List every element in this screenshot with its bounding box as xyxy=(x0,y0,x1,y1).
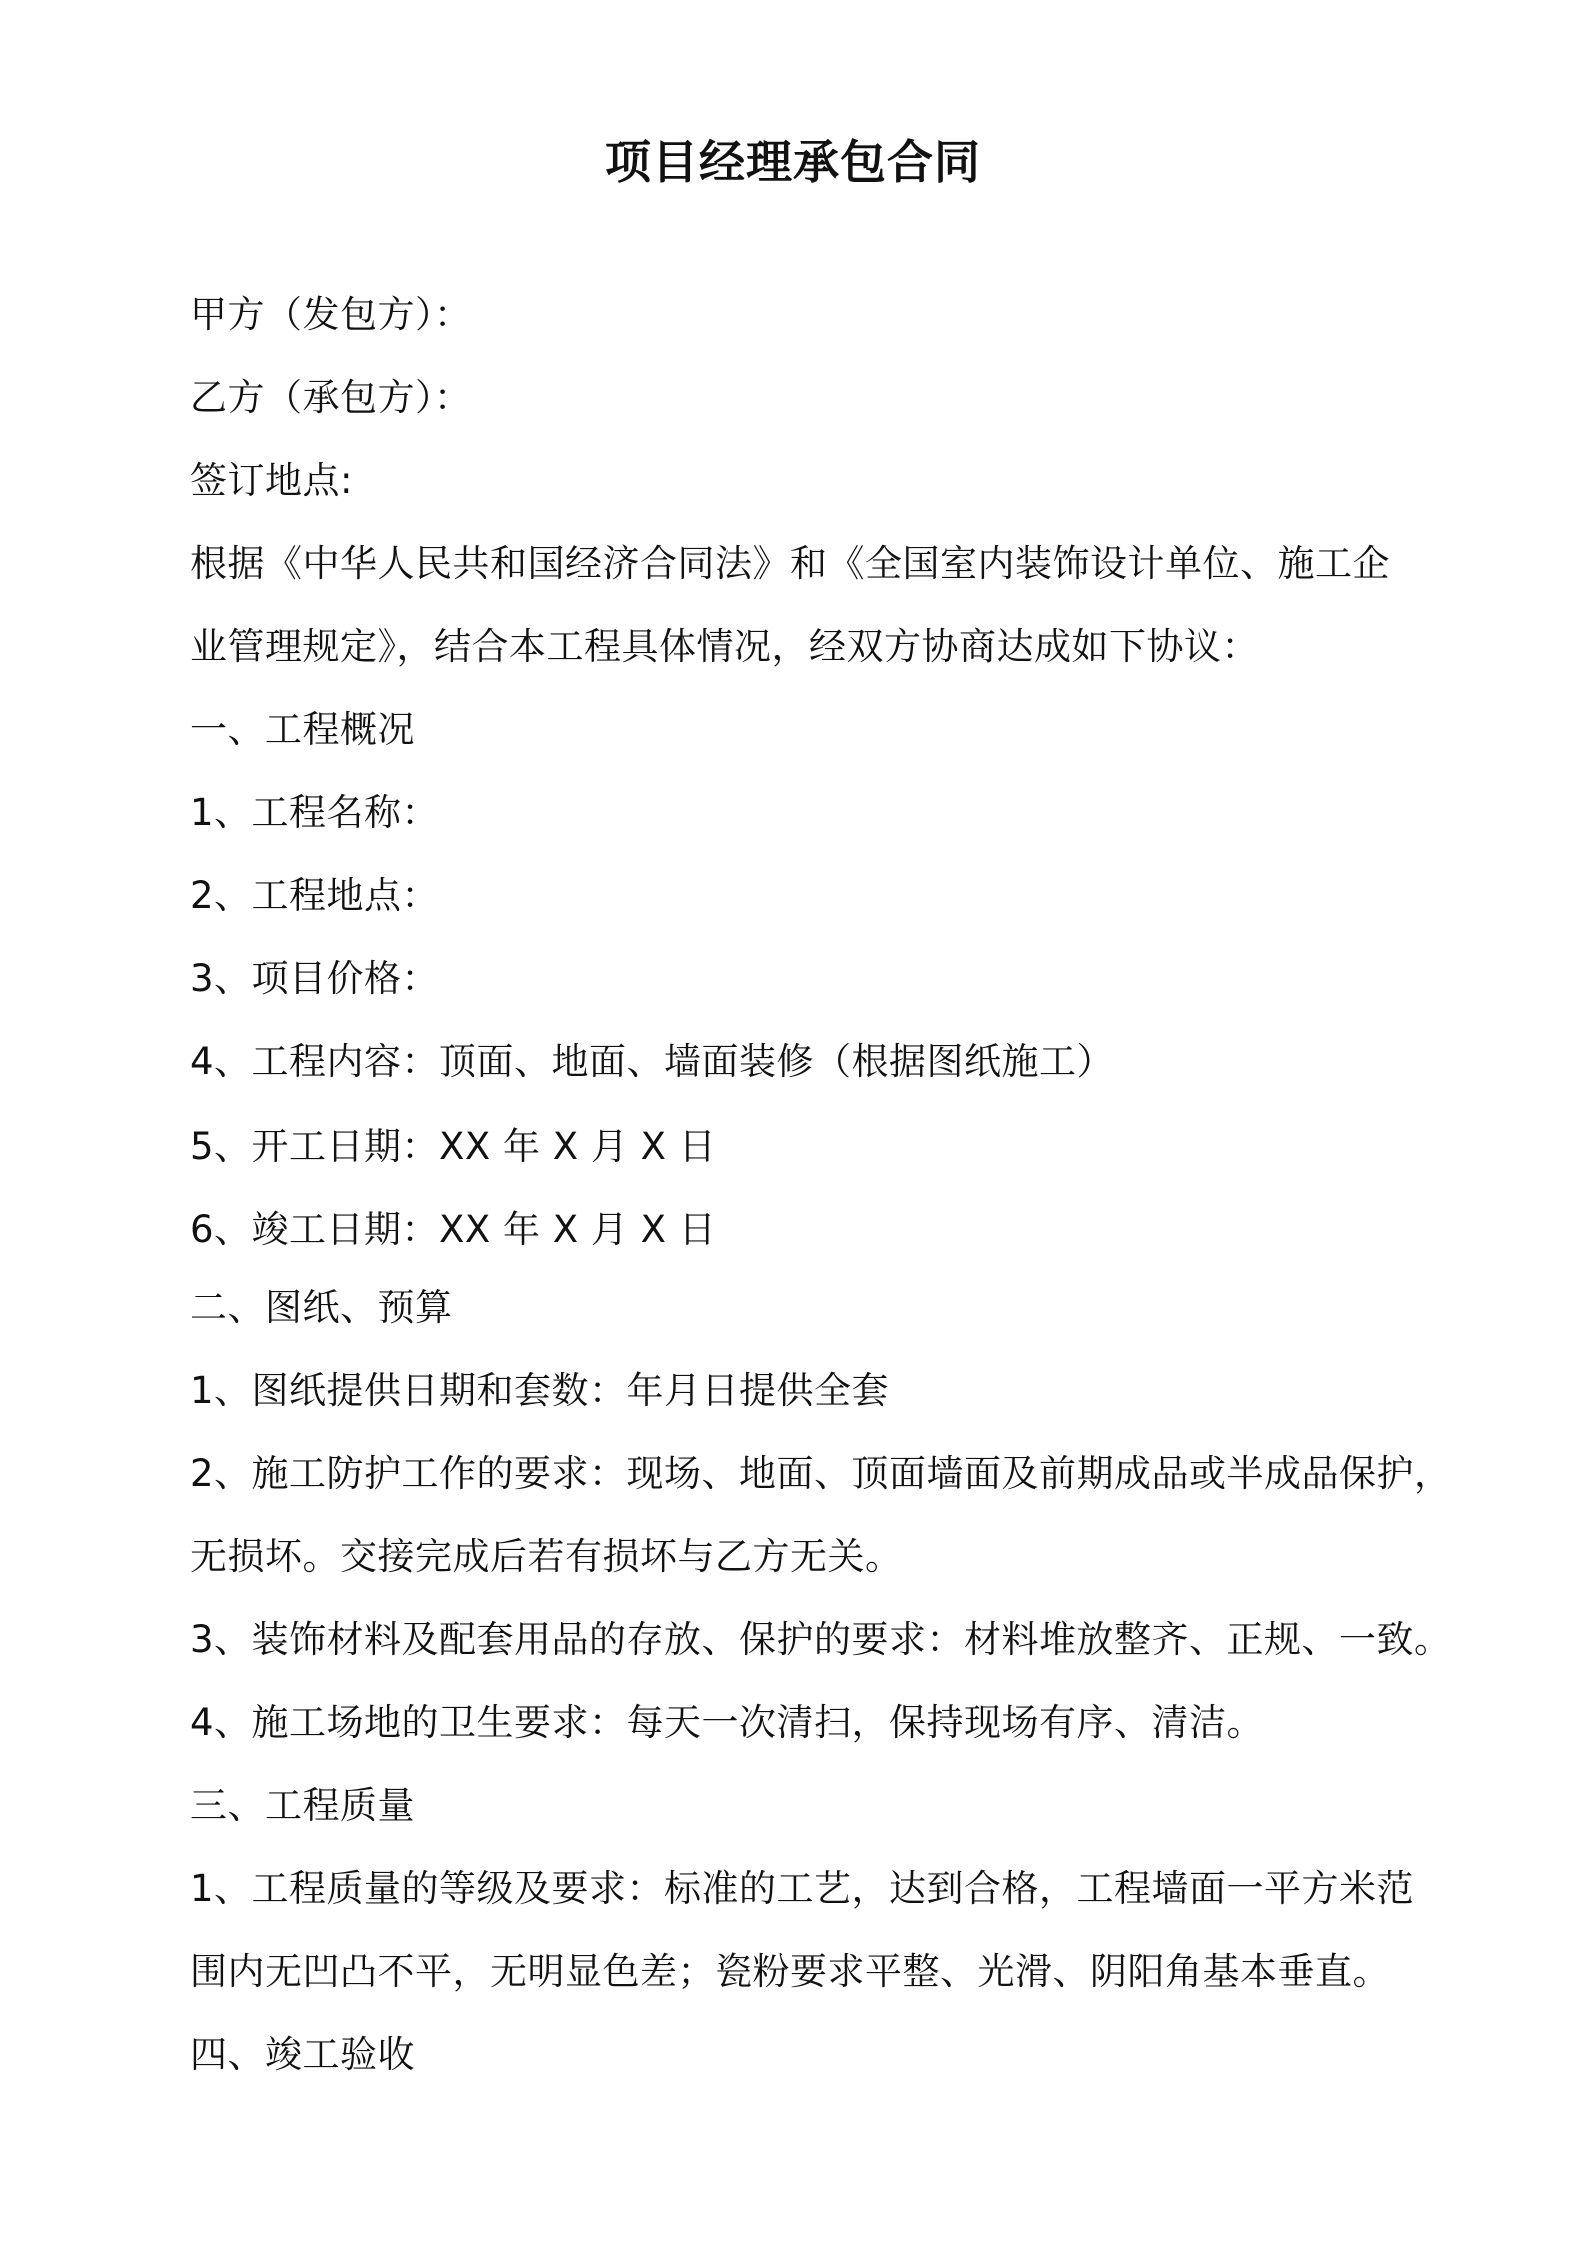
section-heading-acceptance: 四、竣工验收 xyxy=(190,2033,415,2076)
party-a-line: 甲方（发包方）： xyxy=(190,293,472,336)
party-b-line: 乙方（承包方）： xyxy=(190,376,472,419)
section-heading-overview: 一、工程概况 xyxy=(190,708,415,751)
clause-materials-storage: 3、装饰材料及配套用品的存放、保护的要求：材料堆放整齐、正规、一致。 xyxy=(190,1618,1452,1661)
preamble-line-2: 业管理规定》，结合本工程具体情况，经双方协商达成如下协议： xyxy=(190,625,1259,668)
clause-drawings-date: 1、图纸提供日期和套数：年月日提供全套 xyxy=(190,1369,890,1412)
clause-start-date: 5、开工日期：XX 年 X 月 X 日 xyxy=(190,1125,717,1168)
preamble-line-1: 根据《中华人民共和国经济合同法》和《全国室内装饰设计单位、施工企 xyxy=(190,542,1390,585)
clause-protection-line-1: 2、施工防护工作的要求：现场、地面、顶面墙面及前期成品或半成品保护， xyxy=(190,1452,1452,1495)
section-heading-drawings: 二、图纸、预算 xyxy=(190,1286,453,1329)
document-title: 项目经理承包合同 xyxy=(605,135,981,189)
signing-place-line: 签订地点: xyxy=(190,459,353,502)
clause-project-location: 2、工程地点： xyxy=(190,874,440,917)
clause-protection-line-2: 无损坏。交接完成后若有损坏与乙方无关。 xyxy=(190,1535,903,1578)
clause-quality-line-1: 1、工程质量的等级及要求：标准的工艺，达到合格，工程墙面一平方米范 xyxy=(190,1867,1415,1910)
clause-quality-line-2: 围内无凹凸不平，无明显色差；瓷粉要求平整、光滑、阴阳角基本垂直。 xyxy=(190,1950,1390,1993)
clause-project-price: 3、项目价格： xyxy=(190,957,440,1000)
clause-site-hygiene: 4、施工场地的卫生要求：每天一次清扫，保持现场有序、清洁。 xyxy=(190,1701,1265,1744)
clause-completion-date: 6、竣工日期：XX 年 X 月 X 日 xyxy=(190,1208,717,1251)
section-heading-quality: 三、工程质量 xyxy=(190,1784,415,1827)
clause-project-name: 1、工程名称： xyxy=(190,791,440,834)
clause-project-content: 4、工程内容：顶面、地面、墙面装修（根据图纸施工） xyxy=(190,1040,1115,1083)
